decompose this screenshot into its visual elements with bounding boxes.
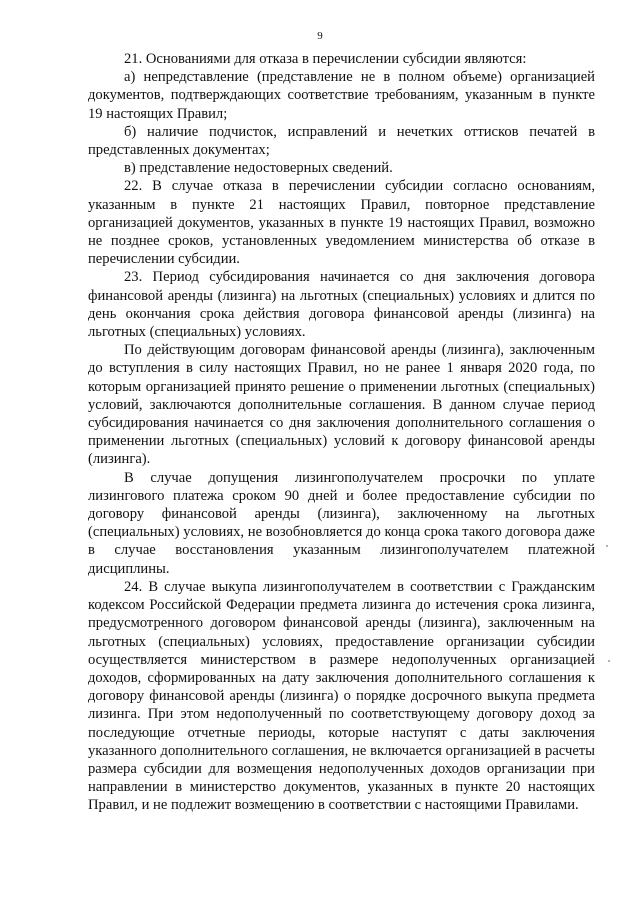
paragraph-24: 24. В случае выкупа лизингополучателем в соответствии с Гражданским кодексом Российской Федерации предмета лизинга до истечения срока лизинга, предусмотренного договором финансовой аренды (лизинга), заключенным на льготных (специальных) условиях, предоставление организации субсидии осуществляется министерством в размере недополученных организацией доходов, сформированных на дату заключения дополнительного соглашения к договору финансовой аренды (лизинга) о порядке досрочного выкупа предмета лизинга. При этом недополученный по соответствующему договору доход за последующие отчетные периоды, которые наступят с даты заключения указанного дополнительного соглашения, не включается организацией в расчеты размера субсидии для возмещения недополученных доходов организации при направлении в министерство документов, указанных в пункте 20 настоящих Правил, и не подлежит возмещению в соответствии с настоящими Правилами.	[88, 578, 595, 814]
page-number: 9	[317, 30, 323, 42]
paragraph-23: 23. Период субсидирования начинается со дня заключения договора финансовой аренды (лизинга) на льготных (специальных) условиях и длится по день окончания срока действия договора финансовой аренды (лизинга) на льготных (специальных) условиях.	[88, 269, 595, 341]
paragraph-21-a: а) непредставление (представление не в полном объеме) организацией документов, подтверждающих соответствие требованиям, указанным в пункте 19 настоящих Правил;	[88, 69, 595, 122]
paragraph-21-b: б) наличие подчисток, исправлений и нечетких оттисков печатей в представленных документах;	[88, 123, 595, 159]
paragraph-23-overdue-payment: В случае допущения лизингополучателем просрочки по уплате лизингового платежа сроком 90 дней и более предоставление субсидии по договору финансовой аренды (лизинга), заключенному на льготных (специальных) условиях, не возобновляется до конца срока такого договора даже в случае восстановления указанным лизингополучателем платежной дисциплины.	[88, 469, 595, 577]
paragraph-22: 22. В случае отказа в перечислении субсидии согласно основаниям, указанным в пункте 21 настоящих Правил, повторное представление организацией документов, указанных в пункте 19 настоящих Правил, возможно не позднее сроков, установленных уведомлением министерства об отказе в перечислении субсидии.	[88, 178, 595, 268]
paragraph-23-existing-contracts: По действующим договорам финансовой аренды (лизинга), заключенным до вступления в силу настоящих Правил, но не ранее 1 января 2020 года, по которым организацией принято решение о применении льготных (специальных) условий, заключаются дополнительные соглашения. В данном случае период субсидирования начинается со дня заключения дополнительного соглашения о применении льготных (специальных) условий к договору финансовой аренды (лизинга).	[88, 342, 595, 468]
paragraph-21-v: в) представление недостоверных сведений.	[124, 160, 393, 177]
document-body	[88, 50, 595, 815]
scan-speck	[606, 545, 608, 547]
paragraph-21: 21. Основаниями для отказа в перечислении субсидии являются:	[124, 51, 527, 67]
scan-speck	[608, 660, 610, 662]
